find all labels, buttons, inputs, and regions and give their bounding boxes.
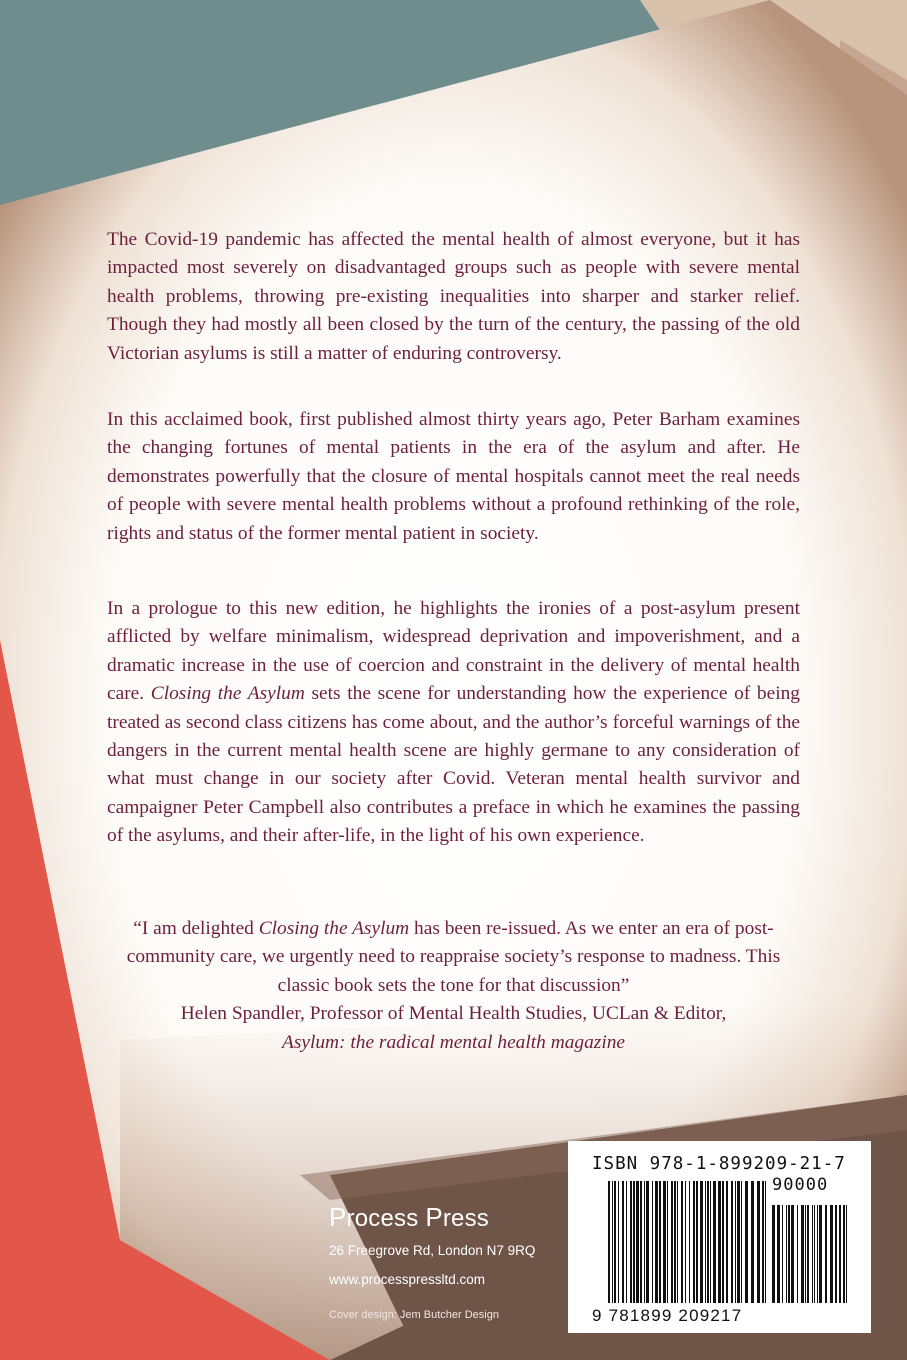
barcode-stripe [681,1181,683,1303]
barcode-stripe [630,1181,632,1303]
barcode-stripe [722,1181,724,1303]
barcode-stripe [757,1181,760,1303]
publisher-website: www.processpressltd.com [329,1272,486,1287]
barcode-stripe [835,1205,837,1303]
barcode-stripe [807,1205,809,1303]
publisher-name: Process Press [329,1202,489,1232]
barcode-stripe [646,1181,649,1303]
barcode-stripe [786,1205,787,1303]
barcode-stripe [801,1205,804,1303]
barcode-stripe [782,1205,783,1303]
barcode-stripe [612,1181,613,1303]
barcode-stripe [791,1205,794,1303]
quote-magazine: Asylum: the radical mental health magazine [281,1031,626,1053]
barcode-stripe [618,1181,619,1303]
isbn-label: ISBN 978-1-899209-21-7 [592,1154,846,1174]
barcode-stripe [731,1181,733,1303]
barcode-panel [568,1141,871,1333]
barcode-stripe [812,1205,813,1303]
blurb-p3-after: sets the scene for understanding how the experience of being treated as second class citizens has come about, and the author’s forceful warnings of the dangers in the current mental health scene are highly germane to any consideration of what must change in our society after Covid. Veteran mental health survivor and campaigner Peter Campbell also contributes a preface in which he examines the passing of the asylums, and their after-life, in the light of his own experience. [107,683,800,847]
book-title-italic: Closing the Asylum [150,683,305,705]
barcode-stripe [614,1181,616,1303]
barcode-stripe [825,1205,827,1303]
barcode-stripe [751,1181,754,1303]
barcode-stripe [626,1181,627,1303]
barcode-stripe [677,1181,678,1303]
barcode-stripe [735,1181,736,1303]
barcode-stripe [741,1181,742,1303]
blurb-paragraph-2: In this acclaimed book, first published almost thirty years ago, Peter Barham examines the changing fortunes of mental patients in the era of the asylum and after. He demonstrates powerfully that the closure of mental hospitals cannot meet the real needs of people with severe mental health problems without a profound rethinking of the role, rights and status of the former mental patient in society. [107,409,800,544]
endorsement-quote [107,915,800,1057]
barcode-stripe [663,1181,666,1303]
barcode-stripe [655,1181,658,1303]
price-code: 90000 [772,1175,829,1195]
ean-digits: 9 781899 209217 [592,1306,743,1325]
blurb-p3-before: In a prologue to this new edition, he highlights the ironies of a post-asylum present afflicted by welfare minimalism, widespread deprivation and impoverishment, and a dramatic increase in the use of coercion and constraint in the delivery of mental health care. [107,598,800,705]
barcode-stripe [718,1181,721,1303]
barcode-stripe [819,1205,822,1303]
barcode-stripe [671,1181,673,1303]
barcode-stripe [839,1205,841,1303]
quote-attribution: Helen Spandler, Professor of Mental Health Studies, UCLan & Editor, [180,1003,727,1025]
barcode-stripe [689,1181,690,1303]
barcode-stripe [633,1181,635,1303]
barcode-stripe [726,1181,728,1303]
barcode-stripe [674,1181,676,1303]
barcode-stripe [705,1181,706,1303]
barcode-stripe [772,1205,775,1303]
barcode-stripe [608,1181,610,1303]
barcode-stripe [640,1181,642,1303]
addon-barcode [772,1205,852,1303]
barcode-stripe [685,1181,686,1303]
quote-open: “I am delighted [133,918,259,939]
blurb-paragraph-3 [107,595,800,851]
ean-barcode [608,1181,768,1303]
barcode-stripe [667,1181,668,1303]
barcode-stripe [817,1205,818,1303]
barcode-stripe [797,1205,798,1303]
barcode-stripe [707,1181,709,1303]
publisher-address: 26 Freegrove Rd, London N7 9RQ [329,1243,536,1258]
barcode-stripe [843,1205,845,1303]
barcode-stripe [805,1205,806,1303]
barcode-stripe [644,1181,645,1303]
barcode-stripe [737,1181,740,1303]
barcode-stripe [765,1181,766,1303]
barcode-stripe [659,1181,661,1303]
barcode-stripe [830,1205,833,1303]
barcode-stripe [710,1181,711,1303]
barcode-stripe [700,1181,703,1303]
cover-design-credit: Cover design: Jem Butcher Design [329,1309,499,1321]
barcode-stripe [788,1205,790,1303]
barcode-stripe [636,1181,639,1303]
quote-book-title: Closing the Asylum [258,918,410,939]
barcode-stripe [814,1205,815,1303]
barcode-stripe [713,1181,716,1303]
blurb-paragraph-1: The Covid-19 pandemic has affected the mental health of almost everyone, but it has impacted most severely on disadvantaged groups such as people with severe mental health problems, throwing pre-existing inequalities into sharper and starker relief. Though they had mostly all been closed by the turn of the century, the passing of the old Victorian asylums is still a matter of enduring controversy. [107,229,800,364]
barcode-stripe [693,1181,695,1303]
barcode-stripe [652,1181,653,1303]
publisher-info [329,1202,535,1321]
barcode-stripe [745,1181,748,1303]
quote-rest: has been re-issued. As we enter an era of post-community care, we urgently need to reappraise society’s response to madness. This classic book sets the tone for that discussion” [126,918,781,996]
barcode-stripe [846,1205,847,1303]
barcode-stripe [777,1205,780,1303]
barcode-stripe [696,1181,698,1303]
barcode-stripe [762,1181,764,1303]
barcode-stripe [622,1181,624,1303]
